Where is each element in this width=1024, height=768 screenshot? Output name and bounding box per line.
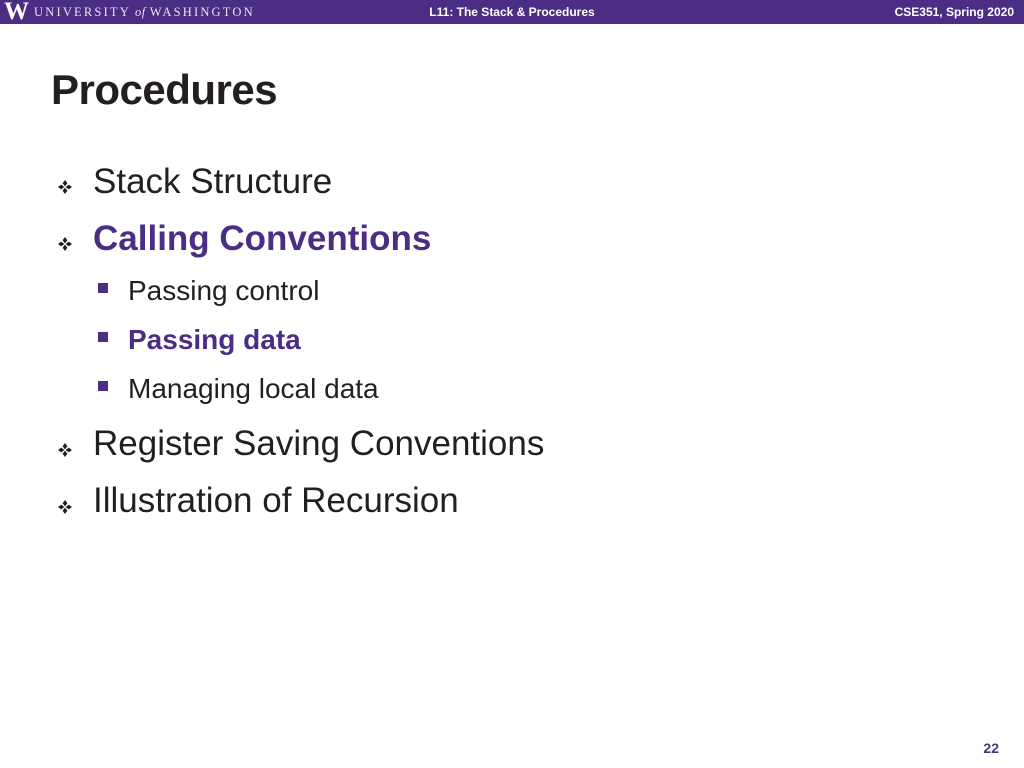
lecture-title-text: L11: The Stack & Procedures	[429, 5, 595, 19]
diamond-cluster-icon	[57, 499, 73, 515]
course-label: CSE351, Spring 2020	[894, 5, 1014, 19]
lecture-title	[0, 0, 1024, 24]
university-name-post: WASHINGTON	[149, 5, 255, 19]
page-number: 22	[983, 740, 999, 756]
outline-subitem-passing-control: Passing control	[128, 275, 320, 306]
square-bullet-icon	[98, 283, 108, 293]
square-bullet-icon	[98, 381, 108, 391]
square-bullet-icon	[98, 332, 108, 342]
outline-item-register-saving-conventions: Register Saving Conventions	[93, 424, 545, 463]
outline-subitem-passing-data: Passing data	[128, 324, 301, 355]
diamond-cluster-icon	[57, 442, 73, 458]
university-name-pre: UNIVERSITY	[34, 5, 131, 19]
outline-item-calling-conventions: Calling Conventions	[93, 219, 432, 258]
outline-item-illustration-of-recursion: Illustration of Recursion	[93, 481, 459, 520]
slide-title: Procedures	[51, 66, 278, 113]
diamond-cluster-icon	[57, 236, 73, 252]
diamond-cluster-icon	[57, 179, 73, 195]
slide-header-bar	[0, 0, 1024, 24]
university-name-of: of	[135, 5, 146, 19]
outline-subitem-managing-local-data: Managing local data	[128, 373, 379, 404]
uw-w-icon: W	[4, 0, 28, 25]
outline-item-stack-structure: Stack Structure	[93, 162, 333, 201]
